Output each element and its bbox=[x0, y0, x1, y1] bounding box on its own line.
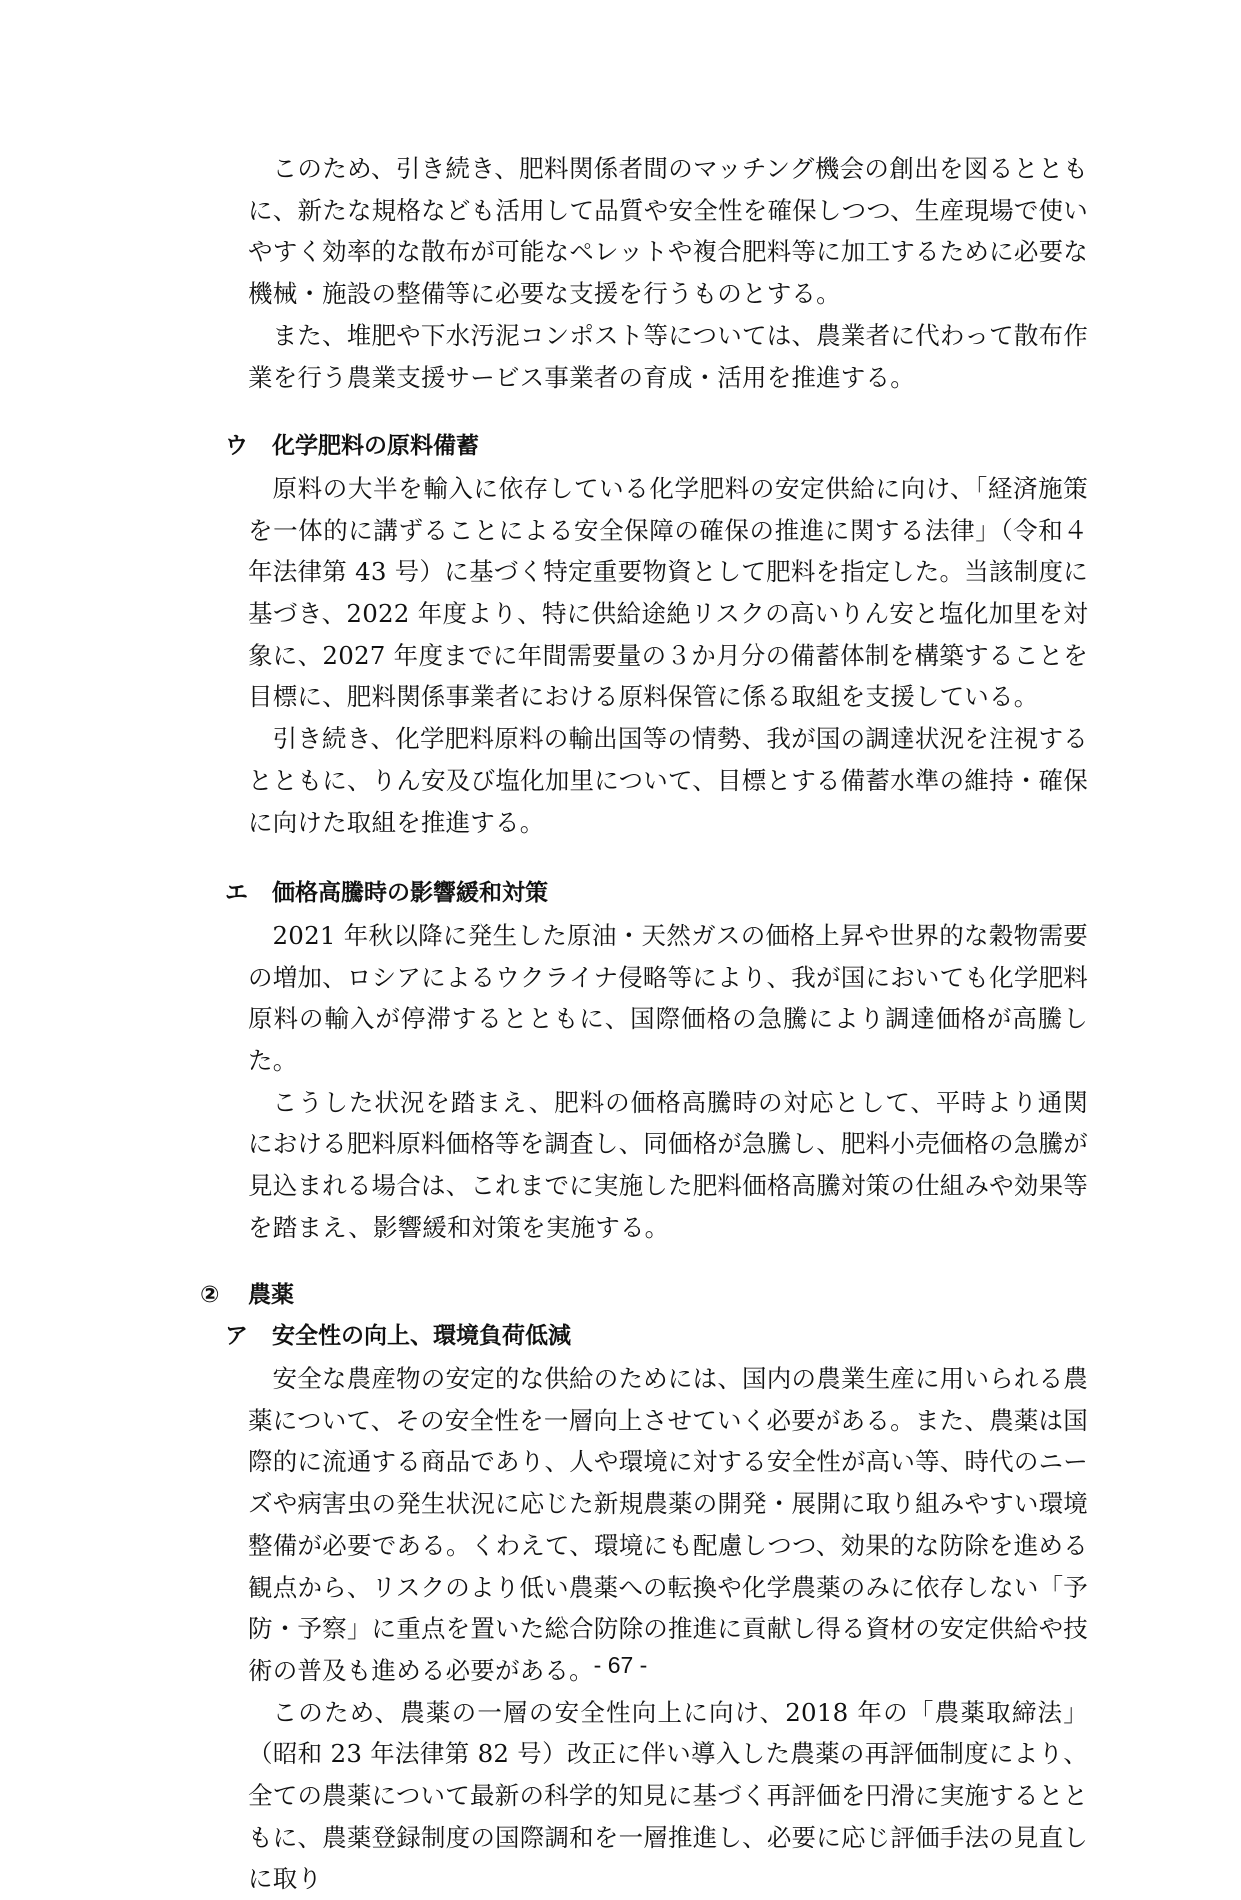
body-paragraph: このため、引き続き、肥料関係者間のマッチング機会の創出を図るとともに、新たな規格なども活用して品質や安全性を確保しつつ、生産現場で使いやすく効率的な散布が可能なペレットや複合肥料等に加工するために必要な機械・施設の整備等に必要な支援を行うものとする。 bbox=[248, 154, 1088, 309]
section-heading-u bbox=[225, 426, 1088, 468]
page-content bbox=[200, 148, 1088, 1900]
body-paragraph: 安全な農産物の安定的な供給のためには、国内の農業生産に用いられる農薬について、その安全性を一層向上させていく必要がある。また、農薬は国際的に流通する商品であり、人や環境に対する安全性が高い等、時代のニーズや病害虫の発生状況に応じた新規農薬の開発・展開に取り組みやすい環境整備が必要である。くわえて、環境にも配慮しつつ、効果的な防除を進める観点から、リスクのより低い農薬への転換や化学農薬のみに依存しない「予防・予察」に重点を置いた総合防除の推進に貢献し得る資材の安定供給や技術の普及も進める必要がある。 bbox=[248, 1363, 1088, 1685]
heading-title: 化学肥料の原料備蓄 bbox=[272, 433, 479, 460]
body-paragraph: こうした状況を踏まえ、肥料の価格高騰時の対応として、平時より通関における肥料原料価格等を調査し、同価格が急騰し、肥料小売価格の急騰が見込まれる場合は、これまでに実施した肥料価格高騰対策の仕組みや効果等を踏まえ、影響緩和対策を実施する。 bbox=[248, 1087, 1088, 1242]
heading-title: 農薬 bbox=[248, 1281, 294, 1308]
body-paragraph: 2021 年秋以降に発生した原油・天然ガスの価格上昇や世界的な穀物需要の増加、ロシアによるウクライナ侵略等により、我が国においても化学肥料原料の輸入が停滞するとともに、国際価格の急騰により調達価格が高騰した。 bbox=[248, 920, 1088, 1076]
page-number: - 67 - bbox=[593, 1652, 648, 1678]
heading-mark: ② bbox=[200, 1281, 220, 1308]
body-paragraph: また、堆肥や下水汚泥コンポスト等については、農業者に代わって散布作業を行う農業支援サービス事業者の育成・活用を推進する。 bbox=[248, 320, 1088, 392]
body-paragraph: 引き続き、化学肥料原料の輸出国等の情勢、我が国の調達状況を注視するとともに、りん安及び塩化加里について、目標とする備蓄水準の維持・確保に向けた取組を推進する。 bbox=[248, 724, 1088, 837]
heading-title: 価格高騰時の影響緩和対策 bbox=[272, 880, 548, 907]
section-heading-e bbox=[225, 873, 1088, 915]
body-paragraph: このため、農薬の一層の安全性向上に向け、2018 年の「農薬取締法」（昭和 23 年法律第 82 号）改正に伴い導入した農薬の再評価制度により、全ての農薬について最新の科学的知見に基づく再評価を円滑に実施するとともに、農薬登録制度の国際調和を一層推進し、必要に応じ評価手法の見直しに取り bbox=[248, 1697, 1088, 1894]
heading-title: 安全性の向上、環境負荷低減 bbox=[272, 1323, 571, 1350]
heading-mark: エ bbox=[225, 880, 248, 907]
section-heading-a bbox=[225, 1316, 1088, 1358]
body-paragraph: 原料の大半を輸入に依存している化学肥料の安定供給に向け、「経済施策を一体的に講ずることによる安全保障の確保の推進に関する法律」（令和４年法律第 43 号）に基づく特定重要物資として肥料を指定した。当該制度に基づき、2022 年度より、特に供給途絶リスクの高いりん安と塩化加里を対象に、2027 年度までに年間需要量の３か月分の備蓄体制を構築することを目標に、肥料関係事業者における原料保管に係る取組を支援している。 bbox=[248, 473, 1088, 712]
section-heading-2 bbox=[200, 1275, 1088, 1317]
heading-mark: ア bbox=[225, 1323, 248, 1350]
heading-mark: ウ bbox=[225, 433, 248, 460]
